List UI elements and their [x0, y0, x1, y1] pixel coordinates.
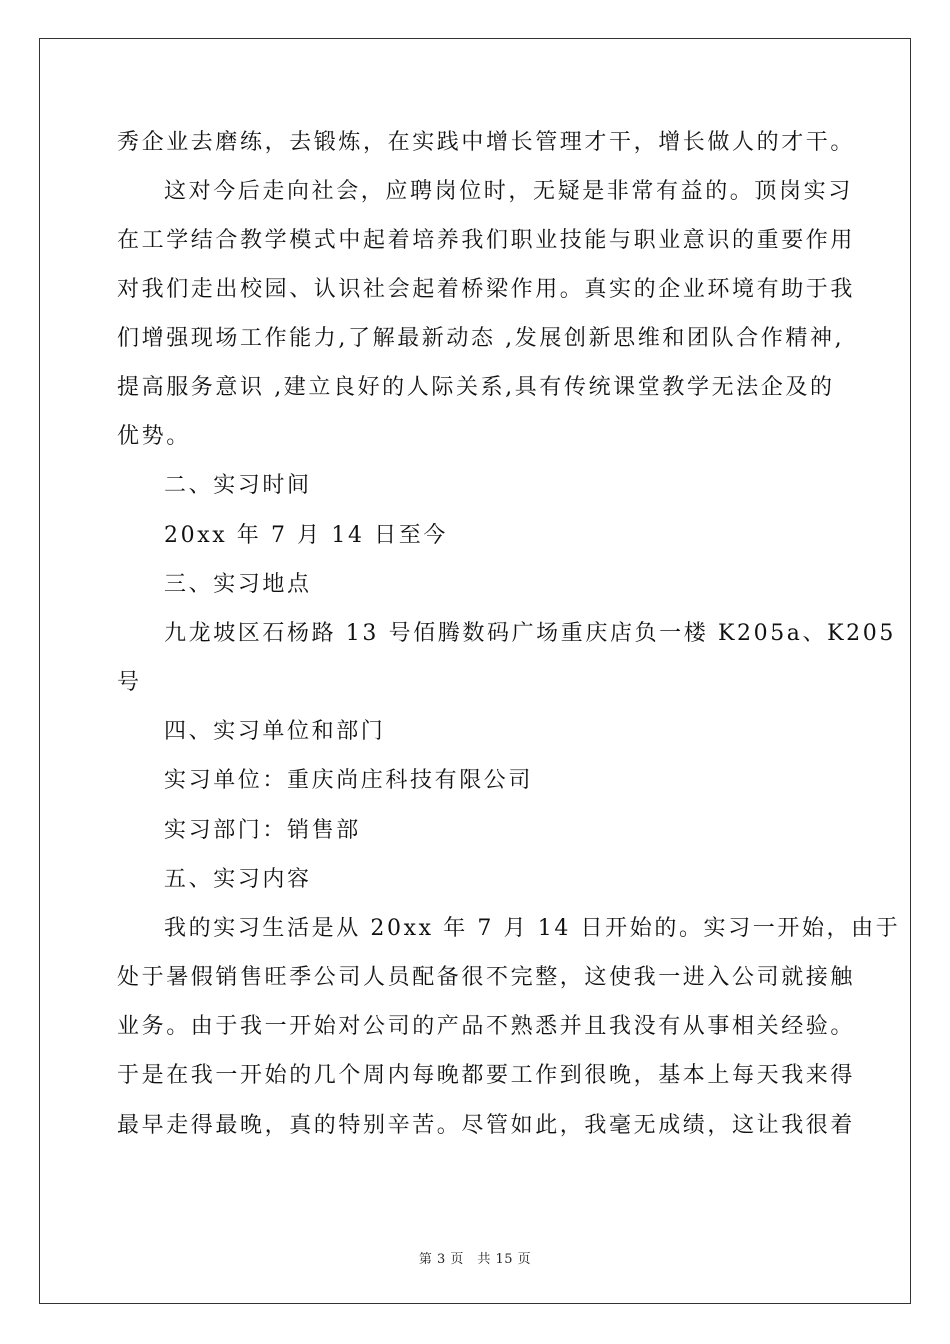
section-heading: 三、实习地点 — [164, 572, 312, 597]
text-line: 实习单位：重庆尚庄科技有限公司 — [164, 768, 534, 793]
page-footer: 第 3 页 共 15 页 — [418, 1252, 532, 1267]
text-line: 最早走得最晚，真的特别辛苦。尽管如此，我毫无成绩，这让我很着 — [117, 1113, 856, 1138]
section-heading: 四、实习单位和部门 — [164, 719, 386, 744]
text-line: 处于暑假销售旺季公司人员配备很不完整，这使我一进入公司就接触 — [117, 965, 856, 990]
text-line: 对我们走出校园、认识社会起着桥梁作用。真实的企业环境有助于我 — [117, 277, 856, 302]
text-line: 在工学结合教学模式中起着培养我们职业技能与职业意识的重要作用 — [117, 228, 856, 253]
text-line: 于是在我一开始的几个周内每晚都要工作到很晚，基本上每天我来得 — [117, 1063, 856, 1088]
text-line: 我的实习生活是从 20xx 年 7 月 14 日开始的。实习一开始，由于 — [164, 916, 901, 941]
text-line: 优势。 — [117, 424, 191, 449]
text-line: 这对今后走向社会，应聘岗位时，无疑是非常有益的。顶岗实习 — [164, 179, 853, 204]
text-line: 号 — [117, 670, 142, 695]
text-line: 实习部门：销售部 — [164, 818, 361, 843]
text-line: 九龙坡区石杨路 13 号佰腾数码广场重庆店负一楼 K205a、K205 — [164, 621, 896, 646]
text-line: 20xx 年 7 月 14 日至今 — [164, 523, 448, 548]
text-line: 提高服务意识 ,建立良好的人际关系,具有传统课堂教学无法企及的 — [117, 375, 835, 400]
text-line: 们增强现场工作能力,了解最新动态 ,发展创新思维和团队合作精神, — [117, 326, 845, 351]
text-line: 秀企业去磨练，去锻炼，在实践中增长管理才干，增长做人的才干。 — [117, 130, 856, 155]
section-heading: 二、实习时间 — [164, 473, 312, 498]
section-heading: 五、实习内容 — [164, 867, 312, 892]
text-line: 业务。由于我一开始对公司的产品不熟悉并且我没有从事相关经验。 — [117, 1014, 856, 1039]
